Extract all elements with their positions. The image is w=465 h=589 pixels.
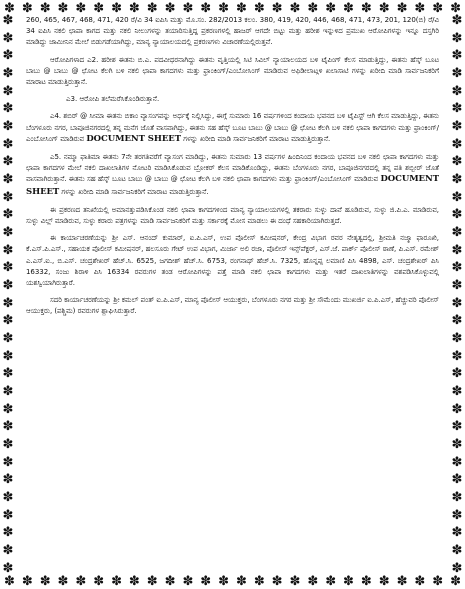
ornament-flower-icon: ✽ bbox=[2, 260, 14, 276]
ornament-flower-icon: ✽ bbox=[2, 419, 14, 435]
ornament-flower-icon: ✽ bbox=[451, 313, 463, 329]
document-sheet-label: DOCUMENT SHEET bbox=[86, 133, 181, 144]
ornament-flower-icon: ✽ bbox=[343, 0, 354, 16]
ornament-flower-icon: ✽ bbox=[2, 295, 14, 311]
ornament-flower-icon: ✽ bbox=[451, 48, 463, 64]
ornament-flower-icon: ✽ bbox=[360, 0, 372, 16]
ornament-flower-icon: ✽ bbox=[451, 295, 463, 311]
ornament-flower-icon: ✽ bbox=[289, 0, 301, 16]
ornament-flower-icon: ✽ bbox=[2, 525, 14, 541]
ornament-flower-icon: ✽ bbox=[451, 260, 463, 276]
ornament-flower-icon: ✽ bbox=[2, 437, 14, 453]
ornament-flower-icon: ✽ bbox=[21, 573, 33, 589]
ornament-flower-icon: ✽ bbox=[2, 348, 14, 364]
paragraph-accused-a5 bbox=[26, 151, 439, 198]
ornament-flower-icon: ✽ bbox=[432, 0, 444, 16]
ornament-flower-icon: ✽ bbox=[182, 0, 194, 16]
ornament-flower-icon: ✽ bbox=[451, 437, 463, 453]
ornament-flower-icon: ✽ bbox=[451, 172, 463, 188]
ornament-flower-icon: ✽ bbox=[2, 242, 14, 258]
paragraph-accused-a4-tail: ಗಳನ್ನು ಖರೀದಿ ಮಾಡಿ ಸಾರ್ವಜನಿಕರಿಗೆ ಮಾರಾಟ ಮಾಡುತ್ತಿರುತ್ತಾನೆ. bbox=[183, 133, 331, 143]
paragraph-accused-a4 bbox=[26, 110, 439, 145]
ornamental-border-bottom bbox=[0, 573, 465, 589]
ornament-flower-icon: ✽ bbox=[4, 0, 15, 16]
ornament-flower-icon: ✽ bbox=[271, 573, 283, 589]
ornament-flower-icon: ✽ bbox=[451, 401, 463, 417]
ornament-flower-icon: ✽ bbox=[432, 573, 444, 589]
ornament-flower-icon: ✽ bbox=[2, 543, 14, 559]
ornament-flower-icon: ✽ bbox=[21, 0, 33, 16]
ornament-flower-icon: ✽ bbox=[450, 0, 461, 16]
ornament-flower-icon: ✽ bbox=[2, 278, 14, 294]
ornament-flower-icon: ✽ bbox=[2, 366, 14, 382]
ornament-flower-icon: ✽ bbox=[451, 490, 463, 506]
paragraph-accused-a2: ಆರೋಪಿಗಳಾದ ಎ2. ಹರೀಶ ಈತನು ಬಿ.ಎ. ಪದವೀಧರನಾಗಿದ್ದು ಈತನು ವೃತ್ತಿಯಲ್ಲಿ ಸಿಟಿ ಸಿವಿಲ್ ನ್ಯಾಯಾಲಯದ ಬಳಿ ಟೈಪಿಂಗ್ ಕೆಲಸ ಮಾಡುತ್ತಿದ್ದು, ಈತನು ಹೆಸ್ಕ್ ಬೂಟ ಬಾಬು @ ಬಾಬು @ ಛೋಟ ಕೆಲಗಿ ಬಳಿ ನಕಲಿ ಛಾಪಾ ಕಾಗದಗಳು ಮತ್ತು ಫ್ರಾಂಕಿಂಗ್/ಎಂಬೋಸಿಂಗ್ ಮಾಡಿರುವ ಅಫಿಡೀಲಾಟ್ಗಳಿ ಖಲಾಸಾಟಿ ಗಳನ್ನು ಖರೀದಿ ಮಾಡಿ ಸಾರ್ವಜನಿಕರಿಗೆ ಮಾರಾಟ ಮಾಡುತ್ತಿರುತ್ತಾನೆ. bbox=[26, 54, 439, 87]
ornament-flower-icon: ✽ bbox=[451, 119, 463, 135]
ornament-flower-icon: ✽ bbox=[2, 14, 14, 28]
ornament-flower-icon: ✽ bbox=[378, 0, 390, 16]
ornament-flower-icon: ✽ bbox=[75, 573, 87, 589]
ornament-flower-icon: ✽ bbox=[2, 30, 14, 46]
ornament-flower-icon: ✽ bbox=[451, 507, 463, 523]
ornament-flower-icon: ✽ bbox=[146, 573, 158, 589]
ornament-flower-icon: ✽ bbox=[271, 0, 283, 16]
ornament-flower-icon: ✽ bbox=[218, 0, 230, 16]
ornament-flower-icon: ✽ bbox=[307, 573, 319, 589]
ornament-flower-icon: ✽ bbox=[451, 30, 463, 46]
ornament-flower-icon: ✽ bbox=[451, 366, 463, 382]
ornament-flower-icon: ✽ bbox=[360, 573, 372, 589]
ornament-flower-icon: ✽ bbox=[128, 573, 140, 589]
ornament-flower-icon: ✽ bbox=[111, 0, 122, 16]
ornament-flower-icon: ✽ bbox=[451, 242, 463, 258]
ornament-flower-icon: ✽ bbox=[164, 573, 176, 589]
ornament-flower-icon: ✽ bbox=[253, 573, 265, 589]
ornament-flower-icon: ✽ bbox=[451, 419, 463, 435]
ornament-flower-icon: ✽ bbox=[2, 490, 14, 506]
ornament-flower-icon: ✽ bbox=[128, 0, 140, 16]
ornament-flower-icon: ✽ bbox=[451, 331, 463, 347]
ornament-flower-icon: ✽ bbox=[451, 136, 463, 152]
ornament-flower-icon: ✽ bbox=[343, 573, 354, 589]
ornament-flower-icon: ✽ bbox=[451, 525, 463, 541]
ornament-flower-icon: ✽ bbox=[2, 101, 14, 117]
ornament-flower-icon: ✽ bbox=[4, 573, 15, 589]
ornament-flower-icon: ✽ bbox=[75, 0, 87, 16]
ornament-flower-icon: ✽ bbox=[2, 172, 14, 188]
ornament-flower-icon: ✽ bbox=[451, 66, 463, 82]
ornament-flower-icon: ✽ bbox=[451, 225, 463, 241]
ornament-flower-icon: ✽ bbox=[289, 573, 301, 589]
ornament-flower-icon: ✽ bbox=[2, 136, 14, 152]
paragraph-accused-a5-text: ಎ5. ನಮ್ಮಾ ಫಾತಿಮಾ ಈತನು 7ನೇ ತರಗತಿವರೆಗೆ ವ್ಯಾಸಂಗ ಮಾಡಿದ್ದು, ಈತನು ಸುಮಾರು 13 ವರ್ಷಗಳ ಹಿಂದಿನಿಂದ ಕಂದಾಯ ಭವನದ ಬಳಿ ನಕಲಿ ಛಾಪಾ ಕಾಗದಗಳು ಮತ್ತು ಛಾಪಾ ಕಾಗದಗಳ ಮೇಲೆ ನಕಲಿ ದಾಖಲಾತಿಗಳ ನೋಟರಿ ಮಾಡಿಸಿಕೊಡುವ ಬ್ರೋಕರ್ ಕೆಲಸ ಮಾಡಿಕೊಂಡಿದ್ದು, ಈತನು ಬೆಂಗಳೂರು ನಗರ, ಬಾಪೂಜಿನಗರದಲ್ಲಿ ತನ್ನ ಪತಿ ಶಬ್ಬೀರ್ ಜೊತೆ ವಾಸವಾಗಿರುತ್ತಾನೆ. ಈತನು ಸಹ ಹೆಸ್ಕ್ ಬೂಟ ಬಾಬು @ ಬಾಬು @ ಛೋಟ ಕೆಲಗಿ ಬಳಿ ನಕಲಿ ಛಾಪಾ ಕಾಗದಗಳು ಮತ್ತು ಫ್ರಾಂಕಿಂಗ್/ಎಂಬೋಸಿಂಗ್ ಮಾಡಿರುವ bbox=[26, 152, 439, 184]
ornamental-border-right bbox=[449, 14, 465, 575]
paragraph-investigation: ಈ ಪ್ರಕರಣದ ತನಿಖೆಯಲ್ಲಿ ಅಮಾನತ್ತುಪಡಿಸಿಕೊಂಡ ನಕಲಿ ಛಾಪಾ ಕಾಗದಗಳಿಂದ ಮಾನ್ಯ ನ್ಯಾಯಾಲಯಗಳಲ್ಲಿ ತಕರಾರು ಸುಳ್ಳು ದಾವೆ ಹೂಡಿರುವ, ಸುಳ್ಳು ಜಿ.ಪಿ.ಎ. ಮಾಡಿರುವ, ಸುಳ್ಳು ವಿಲ್ಲ್ ಮಾಡಿರುವ, ಸುಳ್ಳು ಕರಾರು ಪತ್ರಗಳನ್ನು ಮಾಡಿ ಸಾರ್ವಜನಿಕರಿಗೆ ಮತ್ತು ಸರ್ಕಾರಕ್ಕೆ ಮೋಸ ಮಾಡಲು ಈ ದಂಧೆ ಸಹಕಾರಿಯಾಗಿರುತ್ತದೆ. bbox=[26, 204, 439, 226]
ornament-flower-icon: ✽ bbox=[2, 154, 14, 170]
ornament-flower-icon: ✽ bbox=[2, 401, 14, 417]
ornament-flower-icon: ✽ bbox=[450, 573, 461, 589]
ornament-flower-icon: ✽ bbox=[451, 207, 463, 223]
ornament-flower-icon: ✽ bbox=[396, 0, 408, 16]
ornament-flower-icon: ✽ bbox=[253, 0, 265, 16]
paragraph-accused-a3: ಎ3. ಆರೋಪಿ ತಲೆಮರೆಸಿಕೊಂಡಿರುತ್ತಾನೆ. bbox=[66, 94, 160, 104]
paragraph-case-numbers: 260, 465, 467, 468, 471, 420 ರೆ/ವಿ 34 ಐಪಿಸಿ ಮತ್ತು ಮೊ.ಸಂ. 282/2013 ಕಲಂ. 380, 419, 420, 446, 468, 471, 473, 201, 120(ಬಿ) ರೆ/ವಿ 34 ಐಪಿಸಿ ನಕಲಿ ಛಾಪಾ ಕಾಗದ ಮತ್ತು ನಕಲಿ ನೀಲುಗಳನ್ನು ತಯಾರಿಸುತ್ತಿದ್ದ ಪ್ರಕರಣಗಳಲ್ಲಿ ಹಾಜರ್ ಆಗದೇ ಬಿಟ್ಟು ಮತ್ತು ಹರೀಶ ಇನ್ನುಳಿದ ಪ್ರಮುಖ ಆರೋಪಿಗಳನ್ನು ಇನ್ನೂ ದಸ್ತಗಿರಿ ಮಾಡಿದ್ದು ಜಾಮೀನಿನ ಮೇಲೆ ಬಿಡುಗಡೆಯಾಗಿದ್ದು, ಮಾನ್ಯ ನ್ಯಾಯಾಲಯದಲ್ಲಿ ಪ್ರಕರಣಗಳು ವಿಚಾರಣೆಯಲ್ಲಿರುತ್ತವೆ. bbox=[26, 15, 439, 47]
ornament-flower-icon: ✽ bbox=[2, 507, 14, 523]
ornament-flower-icon: ✽ bbox=[378, 573, 390, 589]
ornament-flower-icon: ✽ bbox=[451, 384, 463, 400]
ornament-flower-icon: ✽ bbox=[182, 573, 194, 589]
ornament-flower-icon: ✽ bbox=[396, 573, 408, 589]
ornament-flower-icon: ✽ bbox=[325, 0, 337, 16]
ornament-flower-icon: ✽ bbox=[451, 560, 463, 575]
ornament-flower-icon: ✽ bbox=[451, 14, 463, 28]
ornament-flower-icon: ✽ bbox=[2, 225, 14, 241]
ornament-flower-icon: ✽ bbox=[2, 472, 14, 488]
ornament-flower-icon: ✽ bbox=[218, 573, 230, 589]
ornament-flower-icon: ✽ bbox=[200, 0, 212, 16]
paragraph-accused-a5-tail: ಗಳನ್ನು ಖರೀದಿ ಮಾಡಿ ಸಾರ್ವಜನಿಕರಿಗೆ ಮಾರಾಟ ಮಾಡುತ್ತಿರುತ್ತಾನೆ. bbox=[61, 186, 209, 196]
ornamental-border-left bbox=[0, 14, 16, 575]
ornament-flower-icon: ✽ bbox=[414, 573, 426, 589]
ornament-flower-icon: ✽ bbox=[451, 454, 463, 470]
ornament-flower-icon: ✽ bbox=[451, 154, 463, 170]
ornament-flower-icon: ✽ bbox=[2, 189, 14, 205]
ornament-flower-icon: ✽ bbox=[57, 0, 69, 16]
ornament-flower-icon: ✽ bbox=[2, 454, 14, 470]
ornament-flower-icon: ✽ bbox=[2, 207, 14, 223]
ornament-flower-icon: ✽ bbox=[111, 573, 122, 589]
ornament-flower-icon: ✽ bbox=[2, 83, 14, 99]
ornament-flower-icon: ✽ bbox=[451, 543, 463, 559]
ornament-flower-icon: ✽ bbox=[2, 48, 14, 64]
ornament-flower-icon: ✽ bbox=[57, 573, 69, 589]
ornament-flower-icon: ✽ bbox=[2, 119, 14, 135]
paragraph-operation-team: ಈ ಕಾರ್ಯಾಚರಣೆಯನ್ನು ಶ್ರೀ ಎಸ್. ಆನಂದ್ ಕುಮಾರ್, ಐ.ಪಿ.ಎಸ್, ಉಪ ಪೊಲೀಸ್ ಕಮೀಷನರ್, ಕೇಂದ್ರ ವಿಭಾಗ ರವರ ನೇತೃತ್ವದಲ್ಲಿ, ಶ್ರೀಮತಿ ನಜ್ಮಾ ಫಾರೂಖಿ, ಕೆ.ಎಸ್.ಪಿ.ಎಸ್., ಸಹಾಯಕ ಪೊಲೀಸ್ ಕಮೀಷನರ್, ಹಲಸೂರು ಗೇಟ್ ಉಪ ವಿಭಾಗ, ಮಿರ್ಜಾ ಅಲಿ ರಜಾ, ಪೊಲೀಸ್ ಇನ್ಸ್‌ಪೆಕ್ಟರ್, ಎಸ್.ಜೆ. ಪಾರ್ಕ್ ಪೊಲೀಸ್ ಠಾಣೆ, ಪಿ.ಎಸ್. ರಮೇಶ್ ಎ.ಎಸ್.ಐ., ಬಿ.ಎಸ್. ಚಂದ್ರಶೇಖರ್ ಹೆಚ್.ಸಿ. 6525, ಜಗದೀಶ್ ಹೆಚ್.ಸಿ. 6753, ರಂಗನಾಥ್ ಹೆಚ್.ಸಿ. 7325, ಹೊನ್ನಪ್ಪ ಲಮಾಣಿ ಪಿಸಿ 4898, ಎಸ್. ಚಂದ್ರಶೇಖರ್ ಪಿಸಿ 16332, ಸಂಜು ಶಿರಾಳಿ ಪಿಸಿ 16334 ರವರುಗಳ ತಂಡ ಆರೋಪಿಗಳನ್ನು ಪತ್ತೆ ಮಾಡಿ ನಕಲಿ ಛಾಪಾ ಕಾಗದಗಳು ಮತ್ತು ಇತರೆ ದಾಖಲಾತಿಗಳನ್ನು ವಶಪಡಿಸಿಕೊಳ್ಳುವಲ್ಲಿ ಯಶಸ್ವಿಯಾಗಿರುತ್ತಾರೆ. bbox=[26, 233, 439, 288]
ornament-flower-icon: ✽ bbox=[2, 66, 14, 82]
ornament-flower-icon: ✽ bbox=[451, 348, 463, 364]
ornament-flower-icon: ✽ bbox=[2, 384, 14, 400]
ornament-flower-icon: ✽ bbox=[164, 0, 176, 16]
ornament-flower-icon: ✽ bbox=[2, 331, 14, 347]
ornament-flower-icon: ✽ bbox=[2, 313, 14, 329]
ornament-flower-icon: ✽ bbox=[451, 472, 463, 488]
paragraph-commendation: ಸದರಿ ಕಾರ್ಯಾಚರಣೆಯನ್ನು ಶ್ರೀ ಕಮಲ್ ಪಂತ್ ಐ.ಪಿ.ಎಸ್, ಮಾನ್ಯ ಪೊಲೀಸ್ ಆಯುಕ್ತರು, ಬೆಂಗಳೂರು ನಗರ ಮತ್ತು ಶ್ರೀ ಸೌಮೆಂದು ಮುಖರ್ಜಿ ಐ.ಪಿ.ಎಸ್, ಹೆಚ್ಚುವರಿ ಪೊಲೀಸ್ ಆಯುಕ್ತರು, (ಪಶ್ಚಿಮ) ರವರುಗಳ ಶ್ಲಾಘಿಸಿರುತ್ತಾರೆ. bbox=[26, 295, 439, 316]
paragraph-accused-a4-text: ಎ4. ಶಬಿರ್ @ ಸೀಮಾ ಈತನು ಬಿಕಾಂ ವ್ಯಾಸಂಗವನ್ನು ಅರ್ಧಕ್ಕೆ ನಿಲ್ಲಿಸಿದ್ದು, ಈಗ್ಗೆ ಸುಮಾರು 16 ವರ್ಷಗಳಿಂದ ಕಂದಾಯ ಭವನದ ಬಳಿ ಟೈಪಿಸ್ಟ್ ಆಗಿ ಕೆಲಸ ಮಾಡುತ್ತಿದ್ದು, ಈತನು ಬೆಂಗಳೂರು ನಗರ, ಬಾಪೂಜಿನಗರದಲ್ಲಿ ತನ್ನ ಮನೆಗ ಜೊತೆ ವಾಸವಾಗಿದ್ದು, ಈತನು ಸಹ ಹೆಸ್ಕ್ ಬೂಟ ಬಾಬು @ ಬಾಬು @ ಛೋಟ ಕೆಲಗಿ ಬಳಿ ನಕಲಿ ಛಾಪಾ ಕಾಗದಗಳು ಮತ್ತು ಫ್ರಾಂಕಿಂಗ್/ಎಂಬೋಸಿಂಗ್ ಮಾಡಿರುವ bbox=[26, 111, 439, 143]
ornament-flower-icon: ✽ bbox=[451, 83, 463, 99]
ornament-flower-icon: ✽ bbox=[235, 573, 247, 589]
ornament-flower-icon: ✽ bbox=[39, 573, 51, 589]
ornament-flower-icon: ✽ bbox=[451, 189, 463, 205]
ornament-flower-icon: ✽ bbox=[200, 573, 212, 589]
ornament-flower-icon: ✽ bbox=[93, 573, 105, 589]
document-sheet-label: DOCUMENT SHEET bbox=[26, 174, 439, 197]
ornament-flower-icon: ✽ bbox=[93, 0, 105, 16]
ornament-flower-icon: ✽ bbox=[146, 0, 158, 16]
ornament-flower-icon: ✽ bbox=[414, 0, 426, 16]
document-body bbox=[26, 14, 439, 567]
ornament-flower-icon: ✽ bbox=[325, 573, 337, 589]
ornament-flower-icon: ✽ bbox=[307, 0, 319, 16]
ornament-flower-icon: ✽ bbox=[451, 101, 463, 117]
ornament-flower-icon: ✽ bbox=[2, 560, 14, 575]
ornament-flower-icon: ✽ bbox=[451, 278, 463, 294]
ornament-flower-icon: ✽ bbox=[235, 0, 247, 16]
ornament-flower-icon: ✽ bbox=[39, 0, 51, 16]
